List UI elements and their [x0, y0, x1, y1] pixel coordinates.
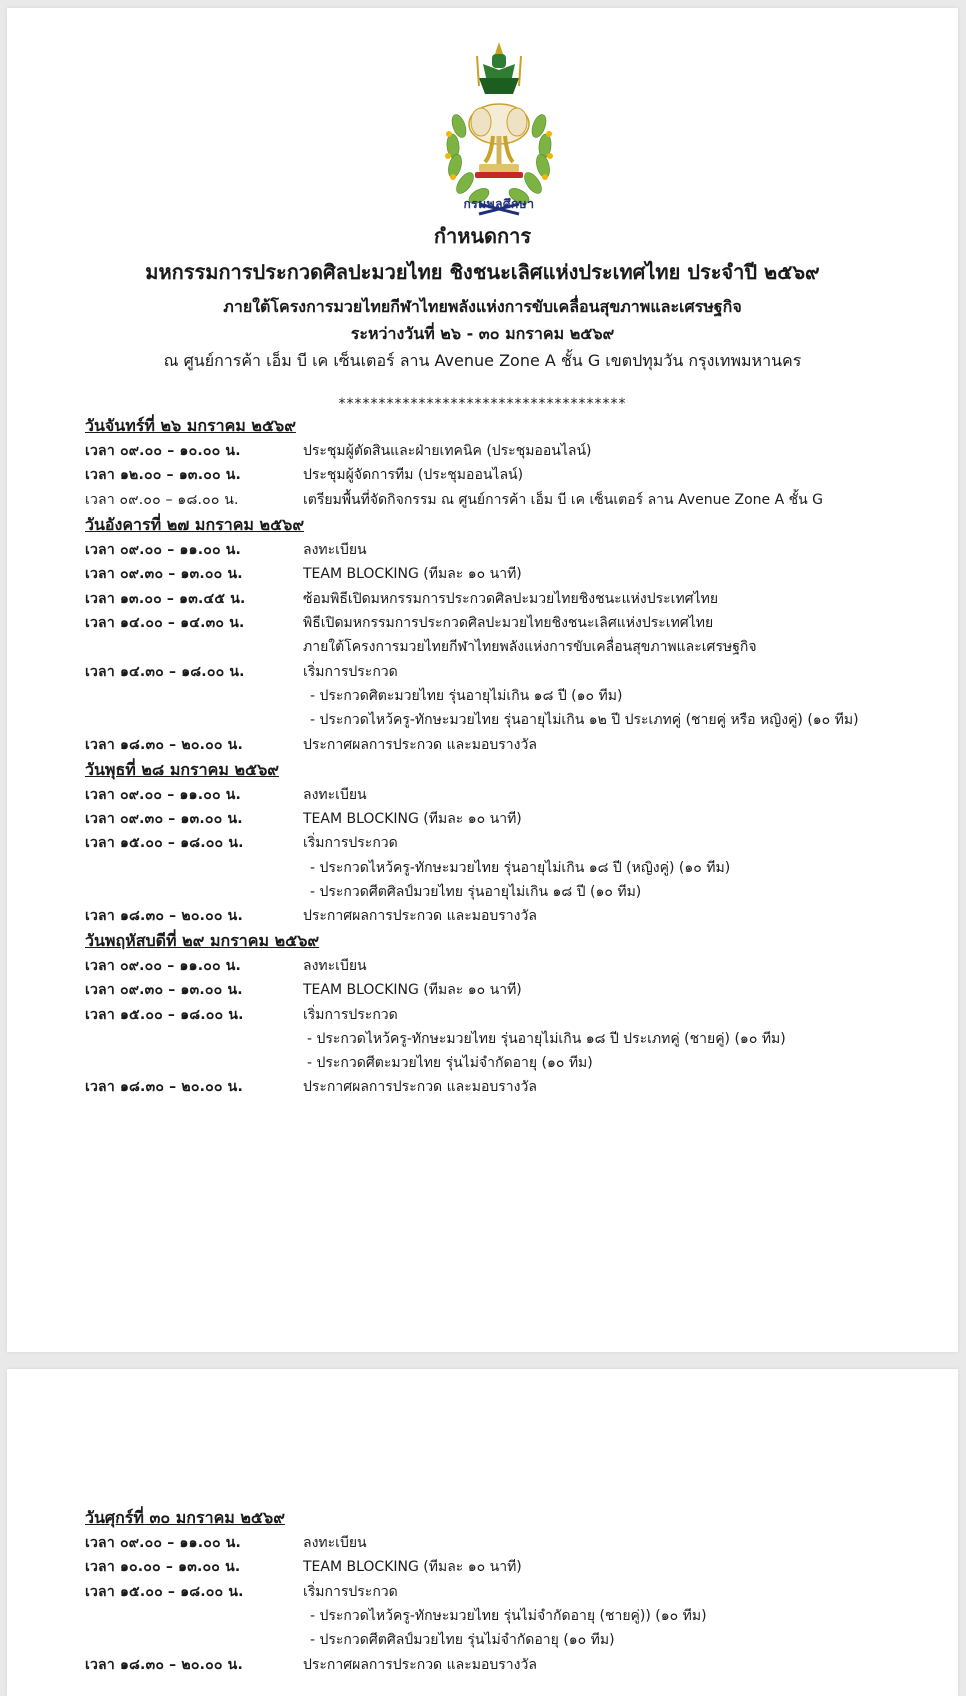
schedule-time: เวลา ๐๙.๐๐ – ๑๑.๐๐ น. — [85, 1535, 242, 1551]
event-dates: ระหว่างวันที่ ๒๖ - ๓๐ มกราคม ๒๕๖๙ — [350, 324, 615, 343]
day-heading: วันศุกร์ที่ ๓๐ มกราคม ๒๕๖๙ — [85, 1508, 285, 1527]
schedule-time: เวลา ๑๓.๐๐ – ๑๓.๔๕ น. — [85, 591, 246, 607]
schedule-time: เวลา ๑๕.๐๐ – ๑๘.๐๐ น. — [85, 1584, 244, 1600]
project-subtitle: ภายใต้โครงการมวยไทยกีฬาไทยพลังแห่งการขับเคลื่อนสุขภาพและเศรษฐกิจ — [223, 297, 742, 316]
day-heading: วันพุธที่ ๒๘ มกราคม ๒๕๖๙ — [85, 760, 279, 779]
schedule-desc: ประกาศผลการประกวด และมอบรางวัล — [303, 737, 537, 753]
schedule-time: เวลา ๐๙.๐๐ – ๑๑.๐๐ น. — [85, 542, 242, 558]
schedule-desc: TEAM BLOCKING (ทีมละ ๑๐ นาที) — [303, 982, 522, 998]
schedule-desc: เริ่มการประกวด — [303, 1007, 398, 1023]
schedule-time: เวลา ๐๙.๐๐ – ๑๘.๐๐ น. — [85, 492, 239, 508]
logo-caption: กรมพลศึกษา — [463, 197, 535, 211]
competition-item: - ประกวดศีตะมวยไทย รุ่นไม่จำกัดอายุ (๑๐ ทีม) — [307, 1055, 593, 1071]
schedule-desc: ประกาศผลการประกวด และมอบรางวัล — [303, 908, 537, 924]
schedule-desc: ประชุมผู้จัดการทีม (ประชุมออนไลน์) — [303, 467, 524, 483]
competition-item: - ประกวดไหว้ครู-ทักษะมวยไทย รุ่นอายุไม่เกิน ๑๘ ปี ประเภทคู่ (ชายคู่) (๑๐ ทีม) — [307, 1031, 786, 1047]
schedule-time: เวลา ๑๘.๓๐ – ๒๐.๐๐ น. — [85, 1657, 243, 1673]
schedule-desc: ลงทะเบียน — [303, 787, 367, 803]
schedule-time: เวลา ๑๕.๐๐ – ๑๘.๐๐ น. — [85, 1007, 244, 1023]
schedule-desc: TEAM BLOCKING (ทีมละ ๑๐ นาที) — [303, 811, 522, 827]
schedule-desc: ซ้อมพิธีเปิดมหกรรมการประกวดศิลปะมวยไทยชิงชนะแห่งประเทศไทย — [303, 591, 719, 607]
competition-item: - ประกวดศีตศิลป์มวยไทย รุ่นอายุไม่เกิน ๑๘ ปี (๑๐ ทีม) — [310, 884, 642, 900]
competition-item: - ประกวดไหว้ครู-ทักษะมวยไทย รุ่นอายุไม่เกิน ๑๘ ปี (หญิงคู่) (๑๐ ทีม) — [310, 860, 731, 876]
schedule-time: เวลา ๑๘.๓๐ – ๒๐.๐๐ น. — [85, 908, 243, 924]
schedule-desc: พิธีเปิดมหกรรมการประกวดศิลปะมวยไทยชิงชนะเลิศแห่งประเทศไทย — [303, 615, 714, 631]
schedule-time: เวลา ๐๙.๓๐ – ๑๓.๐๐ น. — [85, 566, 243, 582]
day-heading: วันจันทร์ที่ ๒๖ มกราคม ๒๕๖๙ — [85, 416, 296, 435]
schedule-desc: TEAM BLOCKING (ทีมละ ๑๐ นาที) — [303, 1559, 522, 1575]
day-heading: วันอังคารที่ ๒๗ มกราคม ๒๕๖๙ — [85, 515, 305, 534]
schedule-desc: เริ่มการประกวด — [303, 664, 398, 680]
schedule-desc-continued: ภายใต้โครงการมวยไทยกีฬาไทยพลังแห่งการขับเคลื่อนสุขภาพและเศรษฐกิจ — [303, 639, 757, 655]
schedule-time: เวลา ๑๒.๐๐ – ๑๓.๐๐ น. — [85, 467, 242, 483]
schedule-time: เวลา ๐๙.๓๐ – ๑๓.๐๐ น. — [85, 982, 243, 998]
schedule-time: เวลา ๑๐.๐๐ – ๑๓.๐๐ น. — [85, 1559, 241, 1575]
schedule-time: เวลา ๑๕.๐๐ – ๑๘.๐๐ น. — [85, 835, 244, 851]
document-page-2 — [7, 1369, 958, 1696]
schedule-desc: เริ่มการประกวด — [303, 835, 398, 851]
event-venue: ณ ศูนย์การค้า เอ็ม บี เค เซ็นเตอร์ ลาน Avenue Zone A ชั้น G เขตปทุมวัน กรุงเทพมหานคร — [163, 351, 802, 370]
schedule-desc: ลงทะเบียน — [303, 1535, 367, 1551]
competition-item: - ประกวดไหว้ครู-ทักษะมวยไทย รุ่นไม่จำกัดอายุ (ชายคู่)) (๑๐ ทีม) — [310, 1608, 707, 1624]
schedule-time: เวลา ๑๘.๓๐ – ๒๐.๐๐ น. — [85, 737, 243, 753]
separator-line: ************************************ — [338, 396, 627, 412]
schedule-desc: ลงทะเบียน — [303, 958, 367, 974]
department-emblem-logo — [439, 36, 559, 218]
schedule-desc: เริ่มการประกวด — [303, 1584, 398, 1600]
schedule-desc: TEAM BLOCKING (ทีมละ ๑๐ นาที) — [303, 566, 522, 582]
day-heading: วันพฤหัสบดีที่ ๒๙ มกราคม ๒๕๖๙ — [85, 931, 320, 950]
schedule-desc: ลงทะเบียน — [303, 542, 367, 558]
schedule-time: เวลา ๐๙.๐๐ – ๑๑.๐๐ น. — [85, 787, 242, 803]
event-title: มหกรรมการประกวดศิลปะมวยไทย ชิงชนะเลิศแห่งประเทศไทย ประจำปี ๒๕๖๙ — [145, 260, 820, 284]
competition-item: - ประกวดศิตะมวยไทย รุ่นอายุไม่เกิน ๑๘ ปี (๑๐ ทีม) — [310, 688, 623, 704]
schedule-desc: ประชุมผู้ตัดสินและฝ่ายเทคนิค (ประชุมออนไลน์) — [303, 443, 592, 459]
document-page-1 — [7, 8, 958, 1352]
schedule-desc: ประกาศผลการประกวด และมอบรางวัล — [303, 1657, 537, 1673]
schedule-desc: ประกาศผลการประกวด และมอบรางวัล — [303, 1079, 537, 1095]
schedule-time: เวลา ๐๙.๐๐ – ๑๐.๐๐ น. — [85, 443, 241, 459]
competition-item: - ประกวดศีตศิลป์มวยไทย รุ่นไม่จำกัดอายุ (๑๐ ทีม) — [310, 1632, 615, 1648]
schedule-time: เวลา ๑๔.๐๐ – ๑๔.๓๐ น. — [85, 615, 245, 631]
schedule-time: เวลา ๐๙.๐๐ – ๑๑.๐๐ น. — [85, 958, 242, 974]
competition-item: - ประกวดไหว้ครู-ทักษะมวยไทย รุ่นอายุไม่เกิน ๑๒ ปี ประเภทคู่ (ชายคู่ หรือ หญิงคู่) (๑๐ ทีม) — [310, 712, 859, 728]
schedule-time: เวลา ๑๘.๓๐ – ๒๐.๐๐ น. — [85, 1079, 243, 1095]
schedule-time: เวลา ๐๙.๓๐ – ๑๓.๐๐ น. — [85, 811, 243, 827]
schedule-desc: เตรียมพื้นที่จัดกิจกรรม ณ ศูนย์การค้า เอ็ม บี เค เซ็นเตอร์ ลาน Avenue Zone A ชั้น G — [303, 492, 823, 508]
document-title: กำหนดการ — [433, 224, 532, 248]
schedule-time: เวลา ๑๔.๓๐ – ๑๘.๐๐ น. — [85, 664, 245, 680]
